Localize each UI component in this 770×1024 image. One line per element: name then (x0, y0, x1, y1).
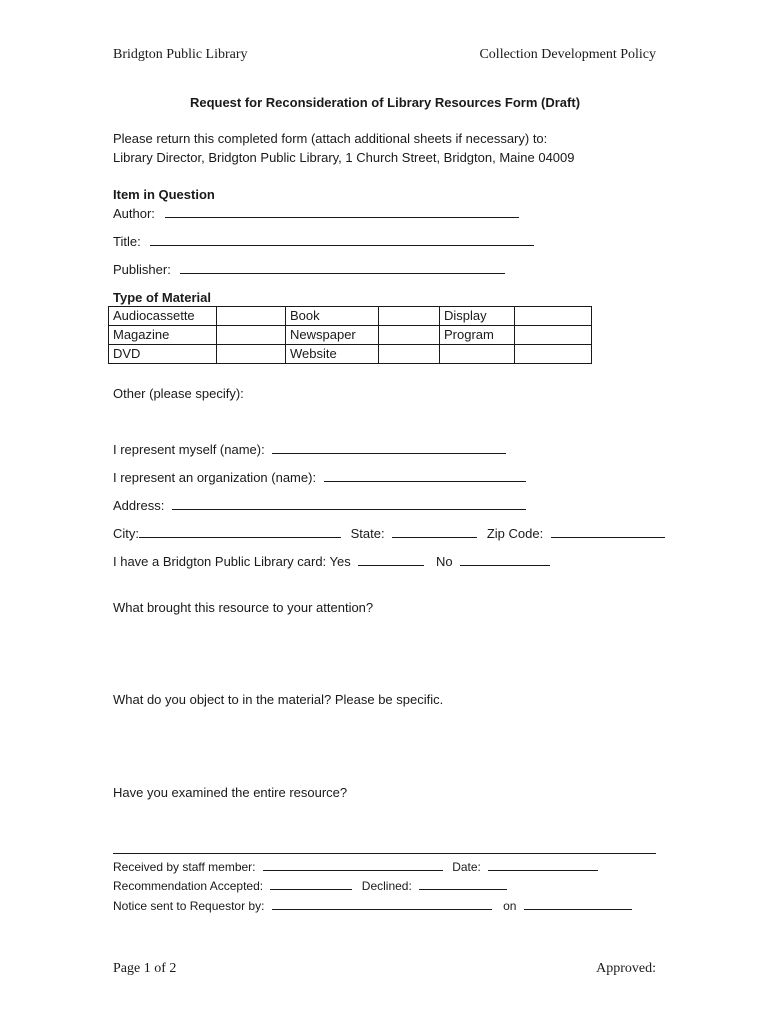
accepted-label: Recommendation Accepted: (113, 879, 264, 893)
city-label: City: (113, 526, 139, 541)
address-field[interactable] (172, 497, 526, 510)
notice-row (113, 897, 632, 914)
declined-field[interactable] (419, 877, 507, 890)
table-row (109, 345, 592, 364)
library-card-label: I have a Bridgton Public Library card: Yes (113, 554, 351, 569)
card-yes-field[interactable] (358, 553, 424, 566)
state-label: State: (350, 526, 385, 541)
material-label: Website (286, 345, 379, 364)
material-checkbox-dvd[interactable] (217, 345, 286, 364)
author-field[interactable] (165, 205, 519, 218)
organization-row (113, 469, 526, 486)
material-checkbox-book[interactable] (379, 307, 440, 326)
question-examined: Have you examined the entire resource? (113, 785, 348, 800)
card-no-label: No (436, 554, 453, 569)
notice-label: Notice sent to Requestor by: (113, 899, 265, 913)
on-label: on (503, 899, 517, 913)
question-objection: What do you object to in the material? Please be specific. (113, 692, 444, 707)
date-label: Date: (452, 860, 481, 874)
material-checkbox-magazine[interactable] (217, 326, 286, 345)
material-label: Program (440, 326, 515, 345)
material-checkbox-audiocassette[interactable] (217, 307, 286, 326)
received-by-field[interactable] (263, 858, 443, 871)
material-checkbox-program[interactable] (515, 326, 592, 345)
form-title: Request for Reconsideration of Library Resources Form (Draft) (189, 95, 581, 110)
organization-name-field[interactable] (324, 469, 526, 482)
myself-row (113, 441, 506, 458)
material-label: DVD (109, 345, 217, 364)
myself-label: I represent myself (name): (113, 442, 265, 457)
title-field[interactable] (150, 233, 534, 246)
material-label-empty (440, 345, 515, 364)
myself-name-field[interactable] (272, 441, 506, 454)
publisher-field[interactable] (180, 261, 505, 274)
author-row (113, 205, 519, 222)
material-checkbox-website[interactable] (379, 345, 440, 364)
material-label: Newspaper (286, 326, 379, 345)
material-label: Magazine (109, 326, 217, 345)
organization-label: I represent an organization (name): (113, 470, 317, 485)
table-row (109, 307, 592, 326)
library-card-row (113, 553, 550, 570)
card-no-field[interactable] (460, 553, 550, 566)
date-field[interactable] (488, 858, 598, 871)
material-table (108, 306, 592, 364)
zip-field[interactable] (551, 525, 665, 538)
received-label: Received by staff member: (113, 860, 256, 874)
received-row (113, 858, 598, 875)
material-label: Audiocassette (109, 307, 217, 326)
address-row (113, 497, 526, 514)
declined-label: Declined: (361, 879, 412, 893)
page-number: Page 1 of 2 (113, 961, 177, 976)
approved-label: Approved: (596, 961, 656, 976)
author-label: Author: (113, 206, 155, 221)
publisher-row (113, 261, 505, 278)
material-label: Book (286, 307, 379, 326)
publisher-label: Publisher: (113, 262, 171, 277)
state-field[interactable] (392, 525, 477, 538)
material-checkbox-empty[interactable] (515, 345, 592, 364)
instructions-line-1: Please return this completed form (attach additional sheets if necessary) to: (113, 131, 548, 146)
accepted-field[interactable] (270, 877, 352, 890)
notice-by-field[interactable] (272, 897, 492, 910)
city-field[interactable] (139, 525, 341, 538)
material-checkbox-newspaper[interactable] (379, 326, 440, 345)
zip-label: Zip Code: (486, 526, 544, 541)
instructions-line-2: Library Director, Bridgton Public Library, 1 Church Street, Bridgton, Maine 04009 (113, 150, 575, 165)
material-heading: Type of Material (113, 290, 212, 305)
title-label: Title: (113, 234, 141, 249)
material-checkbox-display[interactable] (515, 307, 592, 326)
material-label: Display (440, 307, 515, 326)
recommendation-row (113, 877, 507, 894)
question-attention: What brought this resource to your attention? (113, 600, 374, 615)
city-state-zip-row (113, 525, 665, 542)
staff-divider (113, 853, 656, 854)
other-label: Other (please specify): (113, 386, 244, 401)
item-section-heading: Item in Question (113, 187, 215, 202)
table-row (109, 326, 592, 345)
header-library-name: Bridgton Public Library (113, 47, 248, 62)
notice-date-field[interactable] (524, 897, 632, 910)
title-row (113, 233, 534, 250)
header-policy-name: Collection Development Policy (479, 47, 656, 62)
address-label: Address: (113, 498, 165, 513)
